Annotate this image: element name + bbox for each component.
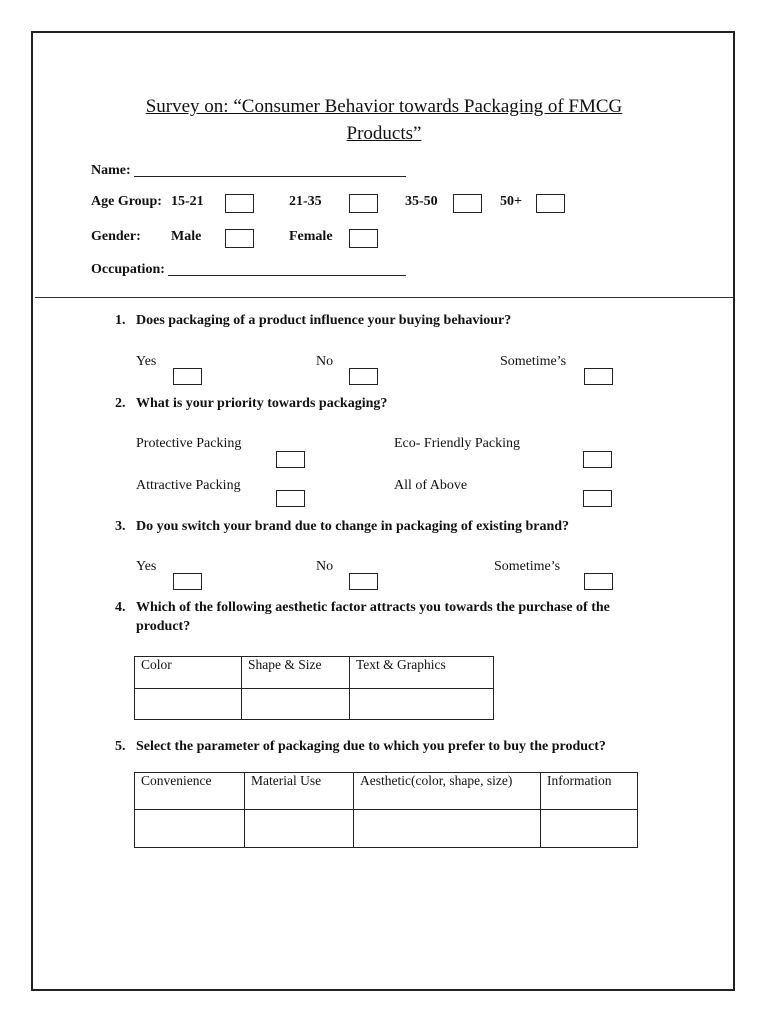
q3-yes-checkbox[interactable] bbox=[173, 573, 202, 590]
q1-option-sometimes-label: Sometime’s bbox=[500, 354, 567, 369]
q2-option-all-label: All of Above bbox=[394, 478, 468, 493]
q4-answer-row bbox=[135, 689, 494, 720]
q2-option-eco-label: Eco- Friendly Packing bbox=[394, 436, 520, 451]
q2-eco-checkbox[interactable] bbox=[583, 451, 612, 468]
gender-female-label: Female bbox=[289, 229, 333, 244]
question-3-text: Do you switch your brand due to change in packaging of existing brand? bbox=[136, 519, 570, 534]
q4-header-text-graphics: Text & Graphics bbox=[350, 657, 494, 689]
q4-header-shape-size: Shape & Size bbox=[242, 657, 350, 689]
age-35-50-checkbox[interactable] bbox=[453, 194, 482, 213]
question-5-number: 5. bbox=[115, 739, 126, 754]
q2-attractive-checkbox[interactable] bbox=[276, 490, 305, 507]
q1-sometimes-checkbox[interactable] bbox=[584, 368, 613, 385]
q3-no-checkbox[interactable] bbox=[349, 573, 378, 590]
q2-all-checkbox[interactable] bbox=[583, 490, 612, 507]
q3-option-no-label: No bbox=[316, 559, 334, 574]
q3-option-yes-label: Yes bbox=[136, 559, 157, 574]
age-group-label: Age Group: bbox=[91, 194, 162, 209]
question-4-text-line2: product? bbox=[136, 619, 191, 634]
q5-answer-information-cell[interactable] bbox=[541, 810, 638, 848]
gender-male-label: Male bbox=[171, 229, 202, 244]
q5-answer-row bbox=[135, 810, 638, 848]
q4-header-color: Color bbox=[135, 657, 242, 689]
q2-protective-checkbox[interactable] bbox=[276, 451, 305, 468]
question-1-number: 1. bbox=[115, 313, 126, 328]
q5-header-row bbox=[135, 773, 638, 810]
q3-option-sometimes-label: Sometime’s bbox=[494, 559, 561, 574]
q5-options-table bbox=[134, 772, 638, 848]
q1-option-no-label: No bbox=[316, 354, 334, 369]
q1-option-yes-label: Yes bbox=[136, 354, 157, 369]
q4-answer-shape-size-cell[interactable] bbox=[242, 689, 350, 720]
age-option-35-50-label: 35-50 bbox=[405, 194, 438, 209]
q5-header-aesthetic: Aesthetic(color, shape, size) bbox=[354, 773, 541, 810]
q5-answer-aesthetic-cell[interactable] bbox=[354, 810, 541, 848]
age-option-21-35-label: 21-35 bbox=[289, 194, 322, 209]
q5-header-convenience: Convenience bbox=[135, 773, 245, 810]
age-50plus-checkbox[interactable] bbox=[536, 194, 565, 213]
question-5-text: Select the parameter of packaging due to which you prefer to buy the product? bbox=[136, 739, 606, 754]
question-3-number: 3. bbox=[115, 519, 126, 534]
survey-title-line1: Survey on: “Consumer Behavior towards Packaging of FMCG bbox=[145, 96, 623, 117]
survey-title-line2: Products” bbox=[346, 123, 422, 144]
question-1-text: Does packaging of a product influence your buying behaviour? bbox=[136, 313, 512, 328]
age-15-21-checkbox[interactable] bbox=[225, 194, 254, 213]
age-option-50plus-label: 50+ bbox=[500, 194, 522, 209]
q5-answer-material-use-cell[interactable] bbox=[245, 810, 354, 848]
q1-no-checkbox[interactable] bbox=[349, 368, 378, 385]
age-21-35-checkbox[interactable] bbox=[349, 194, 378, 213]
gender-female-checkbox[interactable] bbox=[349, 229, 378, 248]
q5-header-material-use: Material Use bbox=[245, 773, 354, 810]
question-2-text: What is your priority towards packaging? bbox=[136, 396, 388, 411]
q4-header-row bbox=[135, 657, 494, 689]
question-2-number: 2. bbox=[115, 396, 126, 411]
question-4-text-line1: Which of the following aesthetic factor attracts you towards the purchase of the bbox=[136, 600, 610, 615]
q3-sometimes-checkbox[interactable] bbox=[584, 573, 613, 590]
name-input[interactable] bbox=[134, 176, 406, 177]
q1-yes-checkbox[interactable] bbox=[173, 368, 202, 385]
q4-options-table bbox=[134, 656, 494, 720]
q4-answer-text-graphics-cell[interactable] bbox=[350, 689, 494, 720]
age-option-15-21-label: 15-21 bbox=[171, 194, 204, 209]
gender-male-checkbox[interactable] bbox=[225, 229, 254, 248]
q5-header-information: Information bbox=[541, 773, 638, 810]
occupation-label: Occupation: bbox=[91, 262, 165, 277]
q2-option-attractive-label: Attractive Packing bbox=[136, 478, 241, 493]
occupation-input[interactable] bbox=[168, 275, 406, 276]
q5-answer-convenience-cell[interactable] bbox=[135, 810, 245, 848]
section-divider bbox=[35, 297, 733, 298]
name-label: Name: bbox=[91, 163, 131, 178]
question-4-number: 4. bbox=[115, 600, 126, 615]
q4-answer-color-cell[interactable] bbox=[135, 689, 242, 720]
gender-label: Gender: bbox=[91, 229, 141, 244]
q2-option-protective-label: Protective Packing bbox=[136, 436, 242, 451]
